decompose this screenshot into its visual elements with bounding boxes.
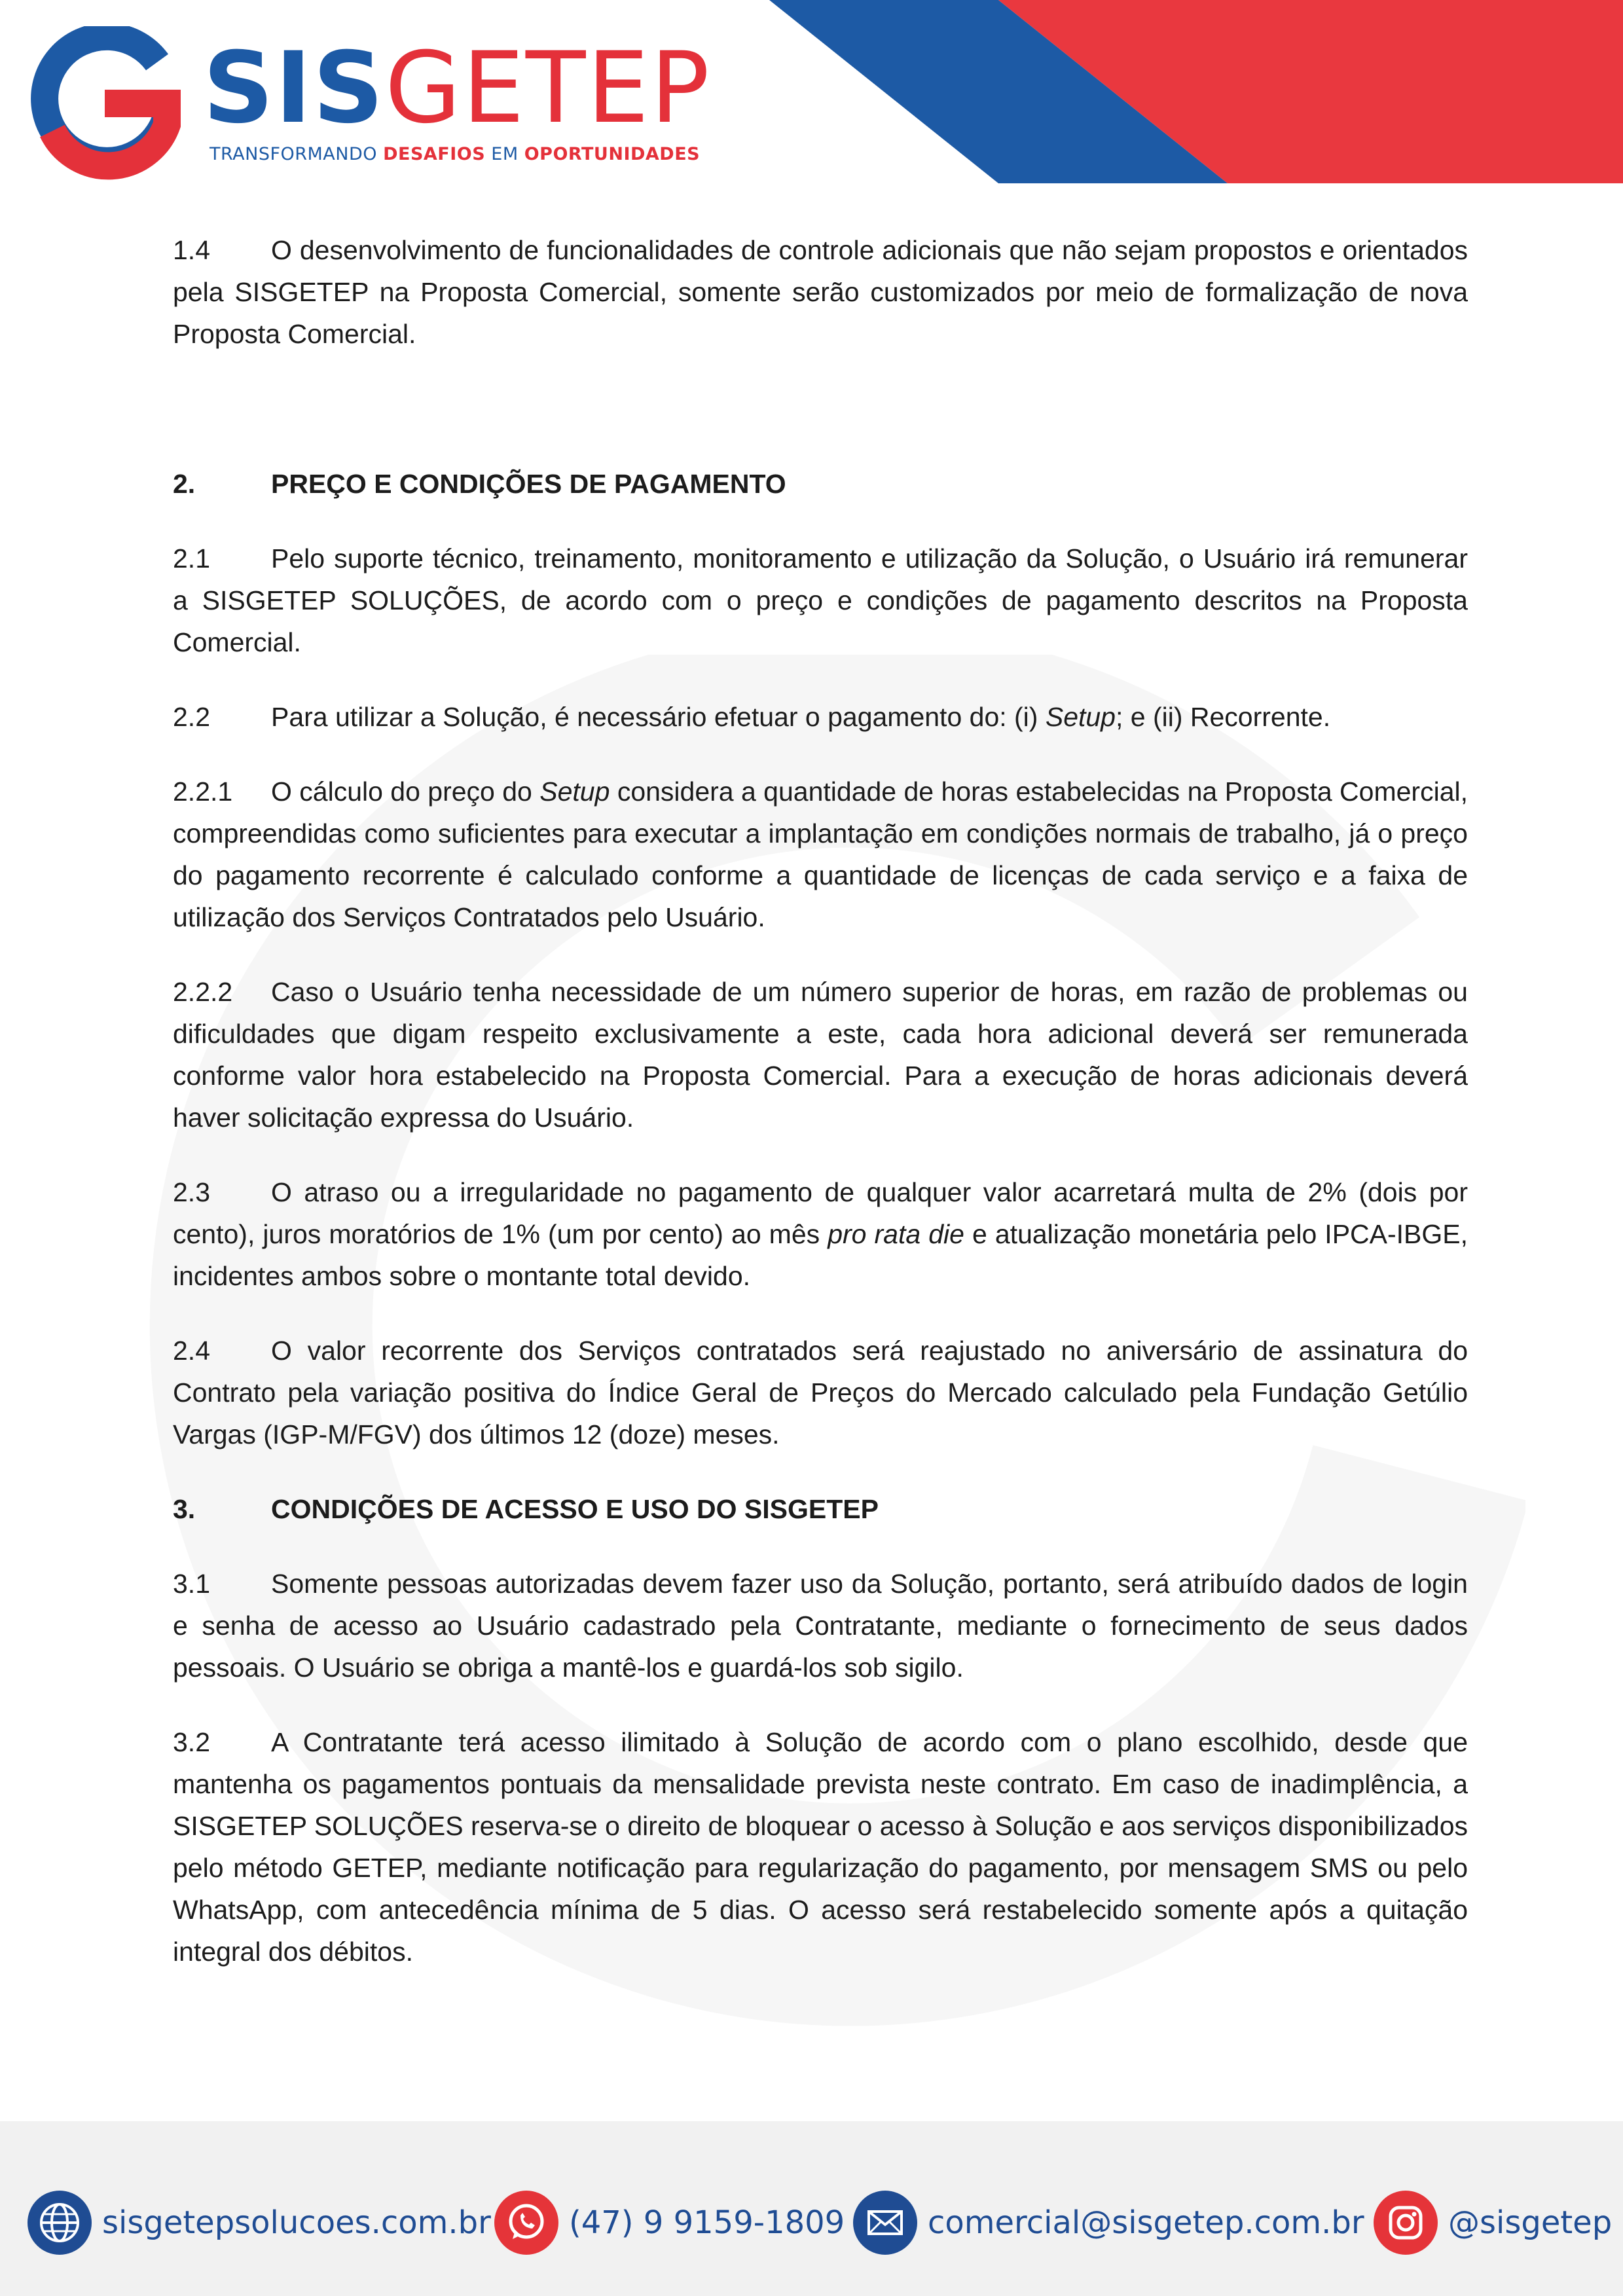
section-2-heading — [173, 463, 1468, 505]
clause-text: Caso o Usuário tenha necessidade de um número superior de horas, em razão de problemas ou dificuldades que digam respeito exclusivamente a este, cada hora adicional deverá ser remunerada conforme valor hora estabelecido na Proposta Comercial. Para a execução de horas adicionais deverá haver solicitação expressa do Usuário. — [173, 977, 1468, 1133]
clause-number: 2.3 — [173, 1177, 210, 1207]
logo-g-icon — [26, 26, 183, 183]
tagline-part-4: OPORTUNIDADES — [524, 144, 701, 164]
clause-text: A Contratante terá acesso ilimitado à Solução de acordo com o plano escolhido, desde que mantenha os pagamentos pontuais da mensalidade prevista neste contrato. Em caso de inadimplência, a SISGETEP SOLUÇÕES reserva-se o direito de bloquear o acesso à Solução e aos serviços disponibilizados pelo método GETEP, mediante notificação para regularização do pagamento, por mensagem SMS ou pelo WhatsApp, com antecedência mínima de 5 dias. O acesso será restabelecido somente após a quitação integral dos débitos. — [173, 1727, 1468, 1967]
clause-2-3 — [173, 1171, 1468, 1297]
section-title: PREÇO E CONDIÇÕES DE PAGAMENTO — [271, 469, 786, 499]
footer-email[interactable] — [853, 2187, 1364, 2259]
clause-text-c: ; e (ii) Recorrente. — [1116, 702, 1331, 732]
clause-2-1 — [173, 538, 1468, 663]
clause-text: O desenvolvimento de funcionalidades de controle adicionais que não sejam propostos e orientados pela SISGETEP na Proposta Comercial, somente serão customizados por meio de formalização de nova Proposta Comercial. — [173, 235, 1468, 349]
page-header — [0, 0, 1623, 183]
brand-tagline — [210, 144, 700, 164]
clause-text-a: Para utilizar a Solução, é necessário efetuar o pagamento do: (i) — [271, 702, 1046, 732]
website-link[interactable]: sisgetepsolucoes.com.br — [102, 2204, 491, 2241]
brand-name-part-1: SIS — [203, 31, 385, 145]
section-spacer — [173, 388, 1468, 463]
clause-text-a: O cálculo do preço do — [271, 776, 540, 807]
section-number: 3. — [173, 1494, 196, 1524]
clause-text-italic: Setup — [539, 776, 610, 807]
clause-3-1 — [173, 1563, 1468, 1688]
clause-text: Somente pessoas autorizadas devem fazer uso da Solução, portanto, será atribuído dados de login e senha de acesso ao Usuário cadastrado pela Contratante, mediante o fornecimento de seus dados pessoais. O Usuário se obriga a mantê-los e guardá-los sob sigilo. — [173, 1569, 1468, 1683]
section-number: 2. — [173, 469, 196, 499]
tagline-part-2: DESAFIOS — [383, 144, 486, 164]
clause-number: 1.4 — [173, 235, 210, 265]
envelope-icon — [853, 2191, 917, 2255]
instagram-icon — [1374, 2191, 1438, 2255]
clause-number: 2.2.1 — [173, 776, 233, 807]
clause-number: 3.1 — [173, 1569, 210, 1599]
brand-name-part-2: GETEP — [384, 31, 711, 145]
instagram-handle[interactable]: @sisgetep — [1448, 2204, 1613, 2241]
clause-text-italic: pro rata die — [828, 1219, 964, 1249]
clause-text-c: considera a quantidade de horas estabelecidas na Proposta Comercial, compreendidas como suficientes para executar a implantação em condições normais de trabalho, já o preço do pagamento recorrente é calculado conforme a quantidade de licenças de cada serviço e a faixa de utilização dos Serviços Contratados pelo Usuário. — [173, 776, 1468, 932]
clause-number: 3.2 — [173, 1727, 210, 1757]
clause-number: 2.4 — [173, 1336, 210, 1366]
phone-number[interactable]: (47) 9 9159-1809 — [569, 2204, 845, 2241]
clause-number: 2.2 — [173, 702, 210, 732]
clause-text-c: e atualização monetária pelo IPCA-IBGE, incidentes ambos sobre o montante total devido. — [173, 1219, 1468, 1291]
document-body — [173, 229, 1468, 2005]
clause-text-a: O atraso ou a irregularidade no pagamento de qualquer valor acarretará multa de 2% (dois por cento), juros moratórios de 1% (um por cento) ao mês — [173, 1177, 1468, 1249]
page-footer — [0, 2121, 1623, 2296]
brand-name — [203, 31, 711, 145]
clause-text: O valor recorrente dos Serviços contratados será reajustado no aniversário de assinatura do Contrato pela variação positiva do Índice Geral de Preços do Mercado calculado pela Fundação Getúlio Vargas (IGP-M/FGV) dos últimos 12 (doze) meses. — [173, 1336, 1468, 1449]
whatsapp-icon — [494, 2191, 558, 2255]
clause-2-2-1 — [173, 771, 1468, 938]
clause-number: 2.2.2 — [173, 977, 233, 1007]
footer-phone[interactable] — [494, 2187, 845, 2259]
footer-instagram[interactable] — [1374, 2187, 1612, 2259]
globe-icon — [27, 2191, 92, 2255]
clause-3-2 — [173, 1721, 1468, 1973]
section-title: CONDIÇÕES DE ACESSO E USO DO SISGETEP — [271, 1494, 879, 1524]
clause-1-4 — [173, 229, 1468, 355]
clause-text: Pelo suporte técnico, treinamento, monitoramento e utilização da Solução, o Usuário irá remunerar a SISGETEP SOLUÇÕES, de acordo com o preço e condições de pagamento descritos na Proposta Comercial. — [173, 543, 1468, 657]
clause-2-2 — [173, 696, 1468, 738]
tagline-part-3: EM — [485, 144, 524, 164]
footer-website[interactable] — [27, 2187, 491, 2259]
tagline-part-1: TRANSFORMANDO — [210, 144, 384, 164]
section-3-heading — [173, 1488, 1468, 1530]
email-link[interactable]: comercial@sisgetep.com.br — [928, 2204, 1364, 2241]
clause-2-4 — [173, 1330, 1468, 1455]
company-logo — [26, 26, 746, 183]
clause-2-2-2 — [173, 971, 1468, 1139]
clause-text-italic: Setup — [1045, 702, 1116, 732]
clause-number: 2.1 — [173, 543, 210, 574]
